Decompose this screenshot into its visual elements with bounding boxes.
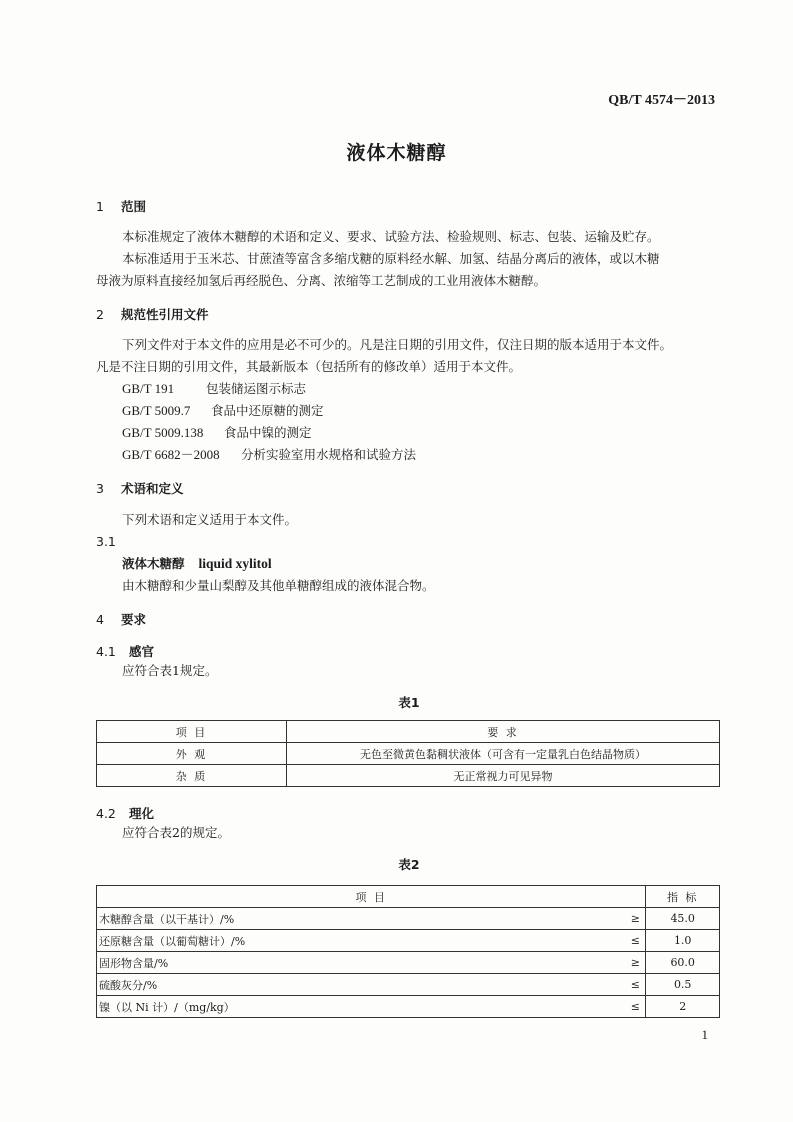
table-cell: 木糖醇含量（以干基计）/% [97,908,626,930]
paragraph: 母液为原料直接经加氢后再经脱色、分离、浓缩等工艺制成的工业用液体木糖醇。 [96,273,547,288]
reference-item [122,444,722,466]
table-row [97,930,720,952]
reference-code: GB/T 5009.7 [122,403,191,418]
table-header-cell: 项 目 [97,886,646,908]
table-cell: 2 [646,996,720,1018]
paragraph: 应符合表2的规定。 [122,825,230,840]
page-number: 1 [701,1027,708,1042]
reference-code: GB/T 6682－2008 [122,447,220,462]
table-cell: 还原糖含量（以葡萄糖计）/% [97,930,626,952]
table-row [97,952,720,974]
table-2-caption: 表2 [398,857,420,872]
section-4-heading [96,610,722,628]
term-entry [122,553,722,575]
section-number: 1 [96,199,104,214]
table-cell: 无色至微黄色黏稠状液体（可含有一定量乳白色结晶物质） [287,743,720,765]
table-cell: 杂 质 [97,765,287,787]
table-row [97,974,720,996]
subsection-number: 4.2 [96,806,116,821]
term-english: liquid xylitol [198,556,272,571]
section-3-heading [96,479,722,497]
reference-name: 食品中镍的测定 [224,425,312,440]
document-title: 液体木糖醇 [346,142,447,164]
table-1 [96,720,720,787]
reference-item [122,422,722,444]
table-cell: 1.0 [646,930,720,952]
table-cell: 无正常视力可见异物 [287,765,720,787]
table-cell: 外 观 [97,743,287,765]
term-chinese: 液体木糖醇 [122,556,185,571]
table-cell: 固形物含量/% [97,952,626,974]
paragraph: 本标准规定了液体木糖醇的术语和定义、要求、试验方法、检验规则、标志、包装、运输及贮存。 [122,229,660,244]
table-row [97,765,720,787]
subsection-title: 感官 [129,644,155,659]
subsection-title: 理化 [129,806,155,821]
table-header-row [97,886,720,908]
table-cell: 45.0 [646,908,720,930]
paragraph: 应符合表1规定。 [122,663,218,678]
table-row [97,908,720,930]
section-title: 范围 [121,199,147,214]
subsection-number: 3.1 [96,534,116,549]
section-number: 2 [96,307,104,322]
table-header-cell: 要 求 [287,721,720,743]
paragraph: 下列术语和定义适用于本文件。 [122,512,298,527]
table-cell: 硫酸灰分/% [97,974,626,996]
document-body [96,197,722,1018]
reference-name: 食品中还原糖的测定 [211,403,324,418]
reference-code: GB/T 191 [122,381,175,396]
table-cell: ≥ [625,952,646,974]
table-cell: ≤ [625,974,646,996]
reference-item [122,378,722,400]
section-title: 要求 [121,612,147,627]
standard-code: QB/T 4574－2013 [608,93,715,108]
table-row [97,743,720,765]
section-2-heading [96,305,722,323]
table-row [97,996,720,1018]
table-cell: 镍（以 Ni 计）/（mg/kg） [97,996,626,1018]
table-header-cell: 指 标 [646,886,720,908]
section-number: 4 [96,612,104,627]
subsection-4-2-heading [96,804,722,822]
paragraph: 凡是不注日期的引用文件，其最新版本（包括所有的修改单）适用于本文件。 [96,359,522,374]
section-title: 规范性引用文件 [121,307,209,322]
section-1-heading [96,197,722,215]
reference-name: 分析实验室用水规格和试验方法 [241,447,417,462]
paragraph: 本标准适用于玉米芯、甘蔗渣等富含多缩戊糖的原料经水解、加氢、结晶分离后的液体，或以木糖 [122,251,660,266]
section-number: 3 [96,481,104,496]
reference-code: GB/T 5009.138 [122,425,204,440]
table-cell: ≤ [625,930,646,952]
table-cell: 0.5 [646,974,720,996]
table-cell: ≤ [625,996,646,1018]
table-cell: 60.0 [646,952,720,974]
term-definition: 由木糖醇和少量山梨醇及其他单糖醇组成的液体混合物。 [122,578,435,593]
subsection-number: 4.1 [96,644,116,659]
paragraph: 下列文件对于本文件的应用是必不可少的。凡是注日期的引用文件，仅注日期的版本适用于本文件。 [122,337,673,352]
section-title: 术语和定义 [121,481,184,496]
reference-name: 包装储运图示标志 [206,381,307,396]
table-1-caption: 表1 [398,695,420,710]
table-2 [96,885,720,1018]
subsection-4-1-heading [96,642,722,660]
table-cell: ≥ [625,908,646,930]
reference-item [122,400,722,422]
table-header-row [97,721,720,743]
table-header-cell: 项 目 [97,721,287,743]
